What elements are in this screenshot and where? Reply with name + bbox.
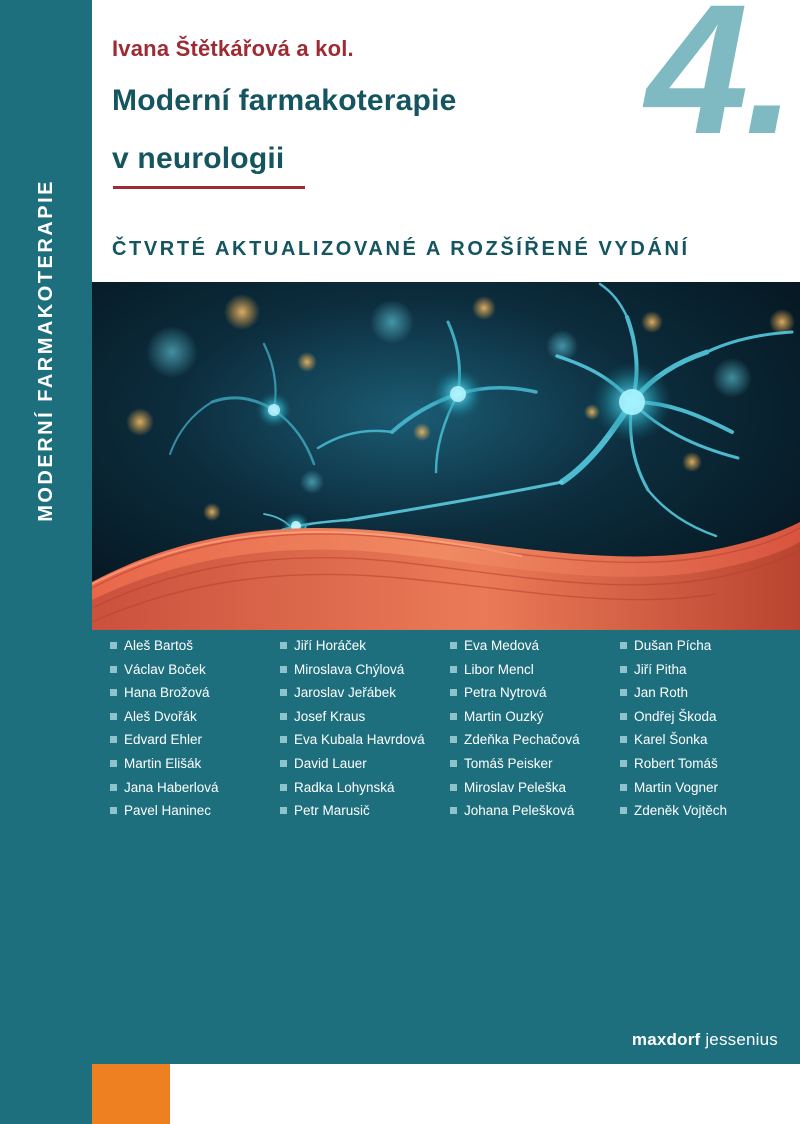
square-bullet-icon bbox=[110, 713, 117, 720]
contributor-name: Tomáš Peisker bbox=[464, 755, 553, 771]
square-bullet-icon bbox=[110, 689, 117, 696]
list-item bbox=[620, 732, 790, 756]
contributor-name: Martin Elišák bbox=[124, 755, 202, 771]
square-bullet-icon bbox=[280, 666, 287, 673]
contributor-name: Robert Tomáš bbox=[634, 755, 718, 771]
contributor-name: Václav Boček bbox=[124, 661, 206, 677]
title-block bbox=[92, 0, 800, 282]
list-item bbox=[450, 756, 620, 780]
contributor-name: Jana Haberlová bbox=[124, 779, 219, 795]
square-bullet-icon bbox=[620, 642, 627, 649]
square-bullet-icon bbox=[450, 784, 457, 791]
title-underline bbox=[113, 186, 305, 189]
contributor-name: Pavel Haninec bbox=[124, 803, 212, 819]
square-bullet-icon bbox=[280, 807, 287, 814]
contributors-column-4 bbox=[620, 638, 790, 827]
square-bullet-icon bbox=[620, 784, 627, 791]
list-item bbox=[280, 685, 450, 709]
list-item bbox=[110, 780, 280, 804]
square-bullet-icon bbox=[620, 760, 627, 767]
square-bullet-icon bbox=[280, 784, 287, 791]
contributor-name: Jaroslav Jeřábek bbox=[294, 685, 397, 701]
contributors-columns bbox=[110, 638, 790, 827]
square-bullet-icon bbox=[110, 736, 117, 743]
contributor-name: Jiří Horáček bbox=[294, 638, 367, 653]
cover-photo bbox=[92, 282, 800, 630]
square-bullet-icon bbox=[110, 784, 117, 791]
square-bullet-icon bbox=[620, 736, 627, 743]
list-item bbox=[110, 756, 280, 780]
list-item bbox=[110, 685, 280, 709]
page-title: Moderní farmakoterapie bbox=[112, 84, 457, 117]
contributors-column-1 bbox=[110, 638, 280, 827]
contributor-name: Libor Mencl bbox=[464, 661, 534, 677]
square-bullet-icon bbox=[110, 760, 117, 767]
edition-label: ČTVRTÉ AKTUALIZOVANÉ A ROZŠÍŘENÉ VYDÁNÍ bbox=[112, 238, 690, 260]
publisher-logo bbox=[632, 1030, 778, 1050]
square-bullet-icon bbox=[450, 713, 457, 720]
square-bullet-icon bbox=[450, 689, 457, 696]
contributor-name: Josef Kraus bbox=[294, 708, 366, 724]
list-item bbox=[620, 780, 790, 804]
neuron-illustration bbox=[92, 282, 800, 630]
contributor-name: Zdeněk Vojtěch bbox=[634, 803, 728, 819]
list-item bbox=[110, 638, 280, 662]
list-item bbox=[620, 803, 790, 827]
list-item bbox=[450, 803, 620, 827]
contributor-name: Martin Ouzký bbox=[464, 708, 544, 724]
square-bullet-icon bbox=[280, 689, 287, 696]
contributor-name: Martin Vogner bbox=[634, 779, 719, 795]
square-bullet-icon bbox=[110, 642, 117, 649]
contributor-name: Miroslava Chýlová bbox=[294, 661, 405, 677]
edition-number: 4. bbox=[645, 0, 792, 173]
square-bullet-icon bbox=[280, 642, 287, 649]
authors-line: Ivana Štětkářová a kol. bbox=[112, 36, 354, 61]
stripe-segment-white bbox=[170, 1064, 800, 1124]
list-item bbox=[450, 662, 620, 686]
contributor-name: David Lauer bbox=[294, 755, 367, 771]
contributors-column-2 bbox=[280, 638, 450, 827]
square-bullet-icon bbox=[450, 736, 457, 743]
square-bullet-icon bbox=[110, 666, 117, 673]
contributor-name: Dušan Pícha bbox=[634, 638, 712, 653]
list-item bbox=[280, 780, 450, 804]
contributor-name: Jan Roth bbox=[634, 685, 689, 701]
contributor-name: Johana Pelešková bbox=[464, 803, 575, 819]
square-bullet-icon bbox=[450, 642, 457, 649]
list-item bbox=[450, 780, 620, 804]
contributor-name: Hana Brožová bbox=[124, 685, 210, 701]
list-item bbox=[620, 638, 790, 662]
list-item bbox=[620, 685, 790, 709]
list-item bbox=[110, 803, 280, 827]
square-bullet-icon bbox=[620, 807, 627, 814]
square-bullet-icon bbox=[620, 689, 627, 696]
contributor-name: Aleš Dvořák bbox=[124, 708, 197, 724]
contributor-name: Eva Kubala Havrdová bbox=[294, 732, 425, 748]
list-item bbox=[280, 756, 450, 780]
publisher-name-bold: maxdorf bbox=[631, 1030, 701, 1049]
contributor-name: Aleš Bartoš bbox=[124, 638, 194, 653]
contributor-name: Petr Marusič bbox=[294, 803, 370, 819]
list-item bbox=[280, 662, 450, 686]
stripe-segment-teal bbox=[0, 1064, 92, 1124]
contributor-name: Radka Lohynská bbox=[294, 779, 395, 795]
contributor-name: Miroslav Peleška bbox=[464, 779, 567, 795]
square-bullet-icon bbox=[620, 666, 627, 673]
list-item bbox=[280, 638, 450, 662]
square-bullet-icon bbox=[280, 713, 287, 720]
contributors-column-3 bbox=[450, 638, 620, 827]
contributors-panel bbox=[92, 630, 800, 1064]
square-bullet-icon bbox=[280, 760, 287, 767]
square-bullet-icon bbox=[450, 807, 457, 814]
contributor-name: Zdeňka Pechačová bbox=[464, 732, 580, 748]
list-item bbox=[620, 756, 790, 780]
list-item bbox=[620, 662, 790, 686]
contributor-name: Karel Šonka bbox=[634, 732, 708, 748]
contributor-name: Edvard Ehler bbox=[124, 732, 203, 748]
list-item bbox=[110, 662, 280, 686]
contributor-name: Jiří Pitha bbox=[634, 661, 687, 677]
contributor-name: Ondřej Škoda bbox=[634, 708, 717, 724]
page-subtitle: v neurologii bbox=[112, 142, 285, 175]
spine-title bbox=[0, 0, 92, 700]
list-item bbox=[450, 709, 620, 733]
square-bullet-icon bbox=[450, 760, 457, 767]
list-item bbox=[110, 709, 280, 733]
list-item bbox=[450, 638, 620, 662]
contributor-name: Eva Medová bbox=[464, 638, 540, 653]
publisher-name-light: jessenius bbox=[700, 1030, 778, 1049]
bottom-stripe bbox=[0, 1064, 800, 1124]
list-item bbox=[280, 732, 450, 756]
stripe-segment-orange bbox=[92, 1064, 170, 1124]
list-item bbox=[450, 685, 620, 709]
spine-title-text: MODERNÍ FARMAKOTERAPIE bbox=[34, 178, 57, 522]
list-item bbox=[620, 709, 790, 733]
list-item bbox=[110, 732, 280, 756]
square-bullet-icon bbox=[280, 736, 287, 743]
square-bullet-icon bbox=[620, 713, 627, 720]
spine-band bbox=[0, 0, 92, 1124]
square-bullet-icon bbox=[450, 666, 457, 673]
contributor-name: Petra Nytrová bbox=[464, 685, 547, 701]
square-bullet-icon bbox=[110, 807, 117, 814]
list-item bbox=[280, 803, 450, 827]
list-item bbox=[450, 732, 620, 756]
list-item bbox=[280, 709, 450, 733]
